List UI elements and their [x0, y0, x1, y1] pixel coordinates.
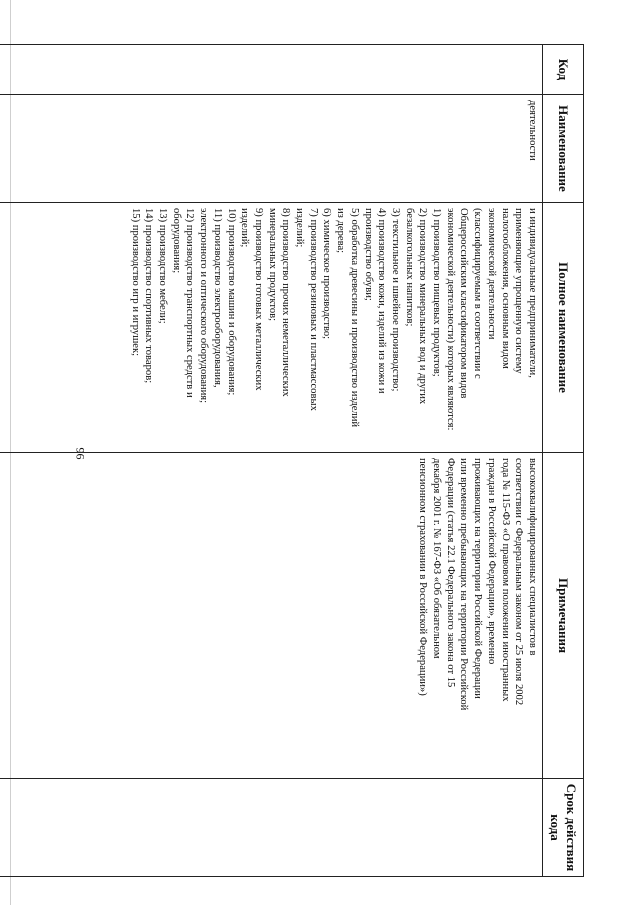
- full-name-line: налогообложения, основным видом: [499, 208, 511, 369]
- full-name-line: 2) производство минеральных вод и других: [417, 208, 429, 405]
- table-row: [0, 45, 543, 877]
- full-name-line: применяющие упрощенную систему: [513, 208, 525, 374]
- notes-line: граждан в Российской Федерации», временно: [485, 458, 497, 665]
- notes-line: соответствии с Федеральным законом от 25 июля 2002: [513, 458, 525, 706]
- rotated-page-content: [0, 44, 584, 876]
- full-name-line: 10) производство машин и оборудования;: [225, 208, 237, 396]
- full-name-line: Общероссийским классификатором видов: [458, 208, 470, 399]
- full-name-line: изделий;: [294, 208, 306, 248]
- full-name-line: (классифицируемым в соответствии с: [472, 208, 484, 379]
- cell-validity: [0, 779, 543, 877]
- header-validity: Срок действия кода: [543, 779, 584, 877]
- notes-line: года № 115-ФЗ «О правовом положении иностранных: [499, 458, 511, 702]
- notes-line: Федерации (статья 22.1 Федерального закона от 15: [444, 458, 456, 688]
- full-name-line: 5) обработка древесины и производство изделий: [348, 208, 360, 428]
- full-name-line: 7) производство резиновых и пластмассовых: [307, 208, 319, 411]
- notes-line: высококвалифицированных специалистов в: [527, 458, 538, 656]
- full-name-line: 15) производство игр и игрушек;: [129, 208, 141, 357]
- full-name-line: и индивидуальные предприниматели,: [527, 208, 538, 378]
- full-name-line: 8) производство прочих неметаллических: [280, 208, 292, 397]
- cell-name: деятельности: [0, 95, 543, 203]
- full-name-line: 1) производство пищевых продуктов;: [431, 208, 443, 377]
- data-table: [0, 44, 584, 877]
- notes-line: декабря 2001 г. № 167-ФЗ «Об обязательном: [431, 458, 443, 659]
- full-name-line: 13) производство мебели;: [157, 208, 169, 324]
- full-name-line: 12) производство транспортных средств и: [184, 208, 196, 398]
- full-name-line: 14) производство спортивных товаров;: [143, 208, 155, 384]
- full-name-line: из дерева;: [335, 208, 347, 254]
- full-name-line: 9) производство готовых металлических: [252, 208, 264, 391]
- header-notes: Примечания: [543, 453, 584, 779]
- notes-line: проживающих на территории Российской Федерации: [472, 458, 484, 699]
- full-name-line: экономической деятельности) которых являются:: [444, 208, 456, 431]
- notes-line: или временно пребывающих на территории Российской: [458, 458, 470, 711]
- cell-code: [0, 45, 543, 95]
- full-name-line: 11) производство электрооборудования,: [211, 208, 223, 388]
- full-name-line: оборудования;: [170, 208, 182, 274]
- full-name-line: безалкогольных напитков;: [403, 208, 415, 327]
- full-name-line: 3) текстильное и швейное производство;: [389, 208, 401, 392]
- notes-line: пенсионном страховании в Российской Федерации»): [417, 458, 429, 696]
- cell-notes: [0, 453, 543, 779]
- full-name-line: производство обуви;: [362, 208, 374, 301]
- full-name-line: минеральных продуктов;: [266, 208, 278, 322]
- full-name-line: 6) химическое производство;: [321, 208, 333, 340]
- header-name: Наименование: [543, 95, 584, 203]
- full-name-line: экономической деятельности: [485, 208, 497, 340]
- cell-full-name: [0, 203, 543, 453]
- full-name-line: изделий;: [239, 208, 251, 248]
- header-full-name: Полное наименование: [543, 203, 584, 453]
- full-name-line: электронного и оптического оборудования;: [198, 208, 210, 404]
- full-name-line: 4) производство кожи, изделий из кожи и: [376, 208, 388, 394]
- page-number: 96: [73, 447, 88, 460]
- table-header-row: [543, 45, 584, 877]
- header-code: Код: [543, 45, 584, 95]
